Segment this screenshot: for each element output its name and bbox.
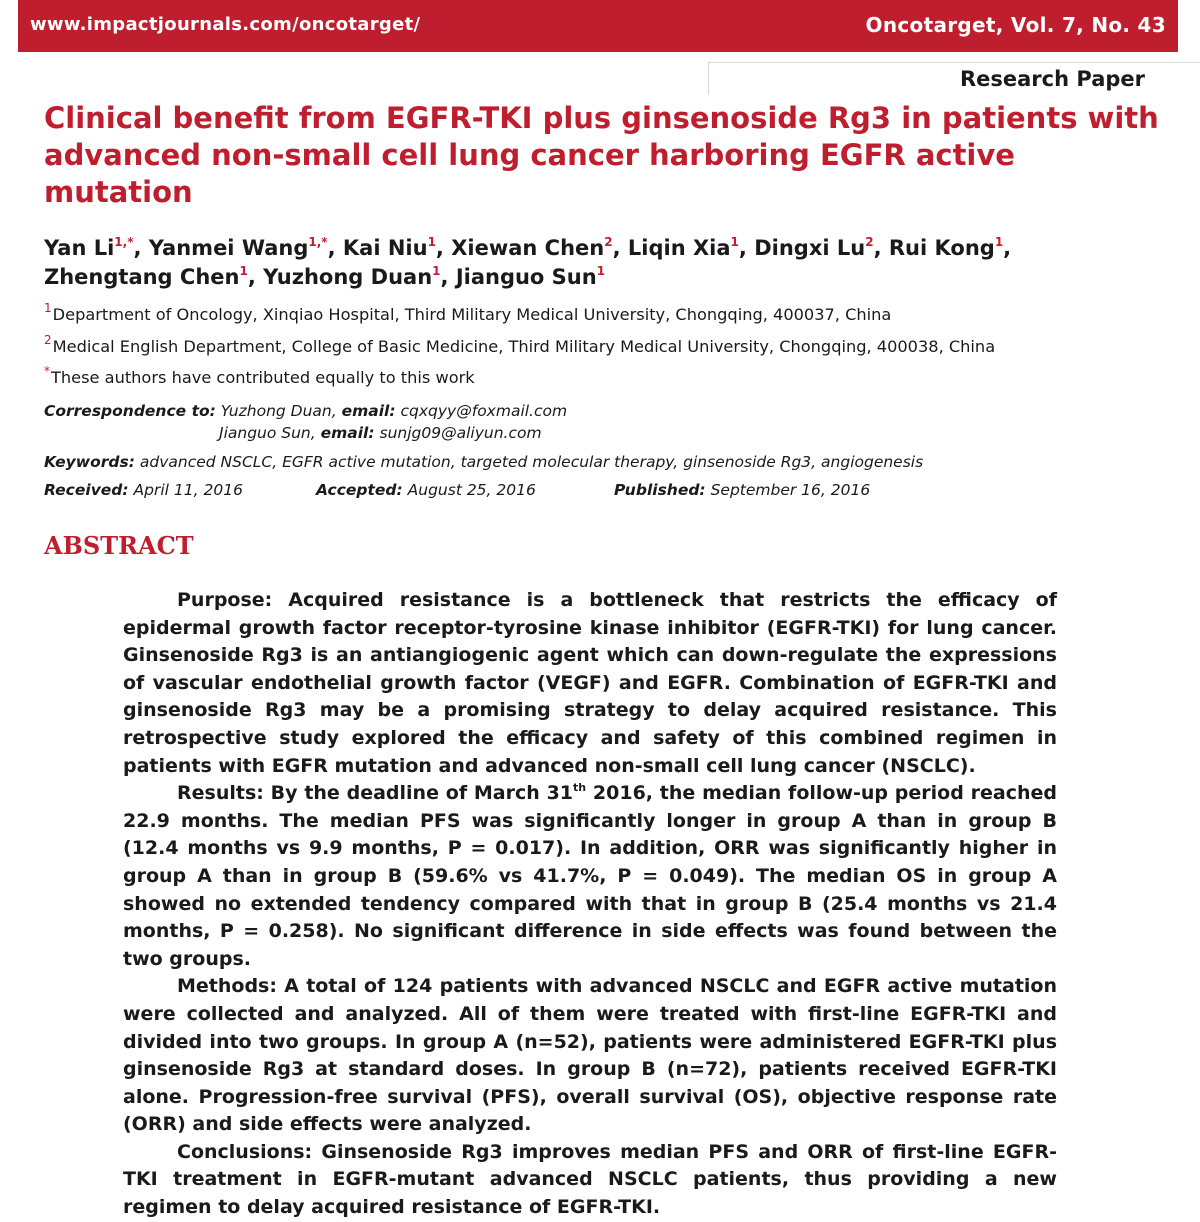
article-type-box — [708, 62, 1200, 95]
abstract-body — [123, 587, 1057, 1222]
author-affiliation-mark: 1 — [432, 264, 441, 278]
author-affiliation-mark: 1 — [994, 235, 1004, 249]
affiliation-1 — [44, 301, 892, 324]
author-separator: , — [873, 236, 889, 260]
author-affiliation-mark: 1 — [730, 235, 739, 249]
journal-citation: Oncotarget, Vol. 7, No. 43 — [865, 13, 1166, 37]
author-name: Dingxi Lu — [754, 236, 866, 260]
keywords-text: advanced NSCLC, EGFR active mutation, targeted molecular therapy, ginsenoside Rg3, angiogenesis — [139, 453, 924, 471]
author-name: Xiewan Chen — [451, 236, 605, 260]
author-name: Yanmei Wang — [148, 236, 309, 260]
keywords-line — [44, 453, 923, 471]
author-separator: , — [133, 236, 149, 260]
email-label: email: — [320, 424, 375, 442]
author-affiliation-mark: 1 — [239, 264, 248, 278]
received-value: April 11, 2016 — [133, 481, 243, 499]
affiliation-2 — [44, 333, 996, 356]
author-name: Yuzhong Duan — [263, 265, 433, 289]
author-name: Yan Li — [44, 236, 115, 260]
accepted-value: August 25, 2016 — [407, 481, 536, 499]
abstract-heading: ABSTRACT — [44, 531, 194, 560]
author-separator: , — [1003, 236, 1012, 260]
author-separator: , — [247, 265, 264, 289]
accepted-date — [316, 481, 536, 499]
journal-header-bar — [18, 0, 1178, 52]
accepted-label: Accepted: — [316, 481, 403, 499]
correspondence-line-2 — [219, 424, 542, 442]
affiliation-mark: 2 — [44, 333, 52, 347]
author-separator: , — [738, 236, 755, 260]
abstract-results — [123, 780, 1057, 973]
abstract-conclusions: Conclusions: Ginsenoside Rg3 improves median PFS and ORR of first-line EGFR-TKI treatment in EGFR-mutant advanced NSCLC patients, thus providing a new regimen to delay acquired resistance of EGFR-TKI. — [123, 1140, 1057, 1219]
author-affiliation-mark: 1,* — [114, 235, 134, 249]
article-title: Clinical benefit from EGFR-TKI plus ginsenoside Rg3 in patients with advanced non-small cell lung cancer harboring EGFR active mutation — [44, 101, 1159, 209]
correspondence-name: Jianguo Sun, — [219, 424, 316, 442]
published-date — [614, 481, 870, 499]
abstract-purpose: Purpose: Acquired resistance is a bottleneck that restricts the efficacy of epidermal growth factor receptor-tyrosine kinase inhibitor (EGFR-TKI) for lung cancer. Ginsenoside Rg3 is an antiangiogenic agent which can down-regulate the expressions of vascular endothelial growth factor (VEGF) and EGFR. Combination of EGFR-TKI and ginsenoside Rg3 may be a promising strategy to delay acquired resistance. This retrospective study explored the efficacy and safety of this combined regimen in patients with EGFR mutation and advanced non-small cell lung cancer (NSCLC). — [123, 589, 1057, 777]
journal-url-link[interactable]: www.impactjournals.com/oncotarget/ — [30, 14, 421, 35]
email-label: email: — [341, 402, 396, 420]
affiliation-mark: 1 — [44, 301, 52, 315]
correspondence-name: Yuzhong Duan, — [220, 402, 337, 420]
author-separator: , — [440, 265, 456, 289]
affiliation-text: These authors have contributed equally to this work — [51, 368, 475, 387]
author-name: Rui Kong — [888, 236, 995, 260]
author-affiliation-mark: 1,* — [308, 235, 328, 249]
affiliation-text: Department of Oncology, Xinqiao Hospital, Third Military Medical University, Chongqing, 400037, China — [52, 305, 892, 324]
affiliation-text: Medical English Department, College of Basic Medicine, Third Military Medical University, Chongqing, 400038, China — [52, 337, 996, 356]
author-affiliation-mark: 2 — [865, 235, 874, 249]
author-separator: , — [612, 236, 628, 260]
correspondence-email-link[interactable]: sunjg09@aliyun.com — [379, 424, 542, 442]
author-name: Kai Niu — [342, 236, 428, 260]
author-separator: , — [327, 236, 343, 260]
affiliation-mark: * — [44, 364, 50, 378]
author-separator: , — [435, 236, 452, 260]
author-affiliation-mark: 1 — [427, 235, 436, 249]
results-text-start: Results: By the deadline of March 31 — [177, 782, 574, 805]
author-list — [44, 234, 1174, 292]
correspondence-label: Correspondence to: — [44, 402, 216, 420]
results-text-end: 2016, the median follow-up period reached 22.9 months. The median PFS was significantly longer in group A than in group B (12.4 months vs 9.9 months, P = 0.017). In addition, ORR was significantly higher in group A than in group B (59.6% vs 41.7%, P = 0.049). The median OS in group A showed no extended tendency compared with that in group B (25.4 months vs 21.4 months, P = 0.258). No significant difference in side effects was found between the two groups. — [123, 782, 1057, 970]
author-name: Zhengtang Chen — [44, 265, 240, 289]
author-affiliation-mark: 1 — [596, 264, 606, 278]
published-label: Published: — [614, 481, 706, 499]
results-ordinal-suffix: th — [573, 781, 587, 795]
received-label: Received: — [44, 481, 129, 499]
author-name: Jianguo Sun — [455, 265, 597, 289]
keywords-label: Keywords: — [44, 453, 135, 471]
author-name: Liqin Xia — [627, 236, 731, 260]
received-date — [44, 481, 243, 499]
author-affiliation-mark: 2 — [604, 235, 613, 249]
abstract-methods: Methods: A total of 124 patients with advanced NSCLC and EGFR active mutation were collected and analyzed. All of them were treated with first-line EGFR-TKI and divided into two groups. In group A (n=52), patients were administered EGFR-TKI plus ginsenoside Rg3 at standard doses. In group B (n=72), patients received EGFR-TKI alone. Progression-free survival (PFS), overall survival (OS), objective response rate (ORR) and side effects were analyzed. — [123, 975, 1057, 1136]
equal-contribution-note — [44, 364, 475, 387]
article-type-label: Research Paper — [959, 67, 1145, 91]
published-value: September 16, 2016 — [710, 481, 871, 499]
correspondence-email-link[interactable]: cqxqyy@foxmail.com — [400, 402, 568, 420]
correspondence-line-1 — [44, 402, 567, 420]
